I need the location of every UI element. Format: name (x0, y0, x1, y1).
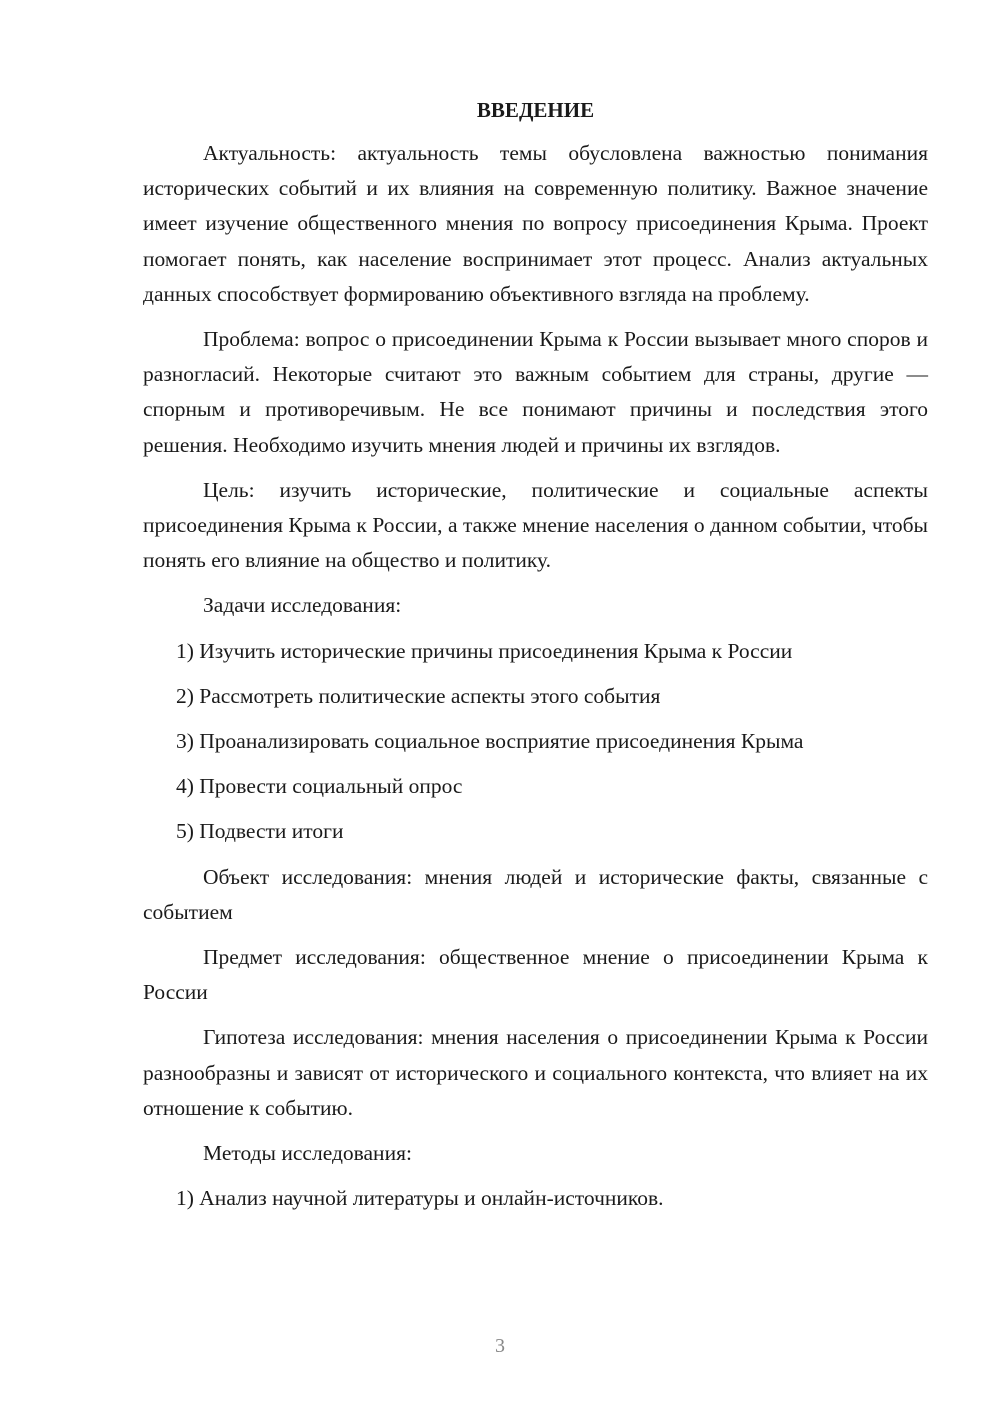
section-title: ВВЕДЕНИЕ (476, 98, 595, 122)
page-content (143, 96, 928, 1226)
task-item-3: 3) Проанализировать социальное восприятие присоединения Крыма (176, 729, 804, 754)
methods-heading: Методы исследования: (203, 1141, 412, 1166)
page-number: 3 (495, 1335, 505, 1357)
methods-list (143, 1181, 928, 1216)
relevance-paragraph: Актуальность: актуальность темы обусловлена важностью понимания исторических событий и их влияния на современную политику. Важное значение имеет изучение общественного мнения по вопросу присоединения Крыма. Проект помогает понять, как население воспринимает этот процесс. Анализ актуальных данных способствует формированию объективного взгляда на проблему. (143, 141, 928, 306)
object-paragraph: Объект исследования: мнения людей и исторические факты, связанные с событием (143, 864, 928, 924)
method-item-1: 1) Анализ научной литературы и онлайн-источников. (176, 1186, 664, 1211)
task-item-2: 2) Рассмотреть политические аспекты этого события (176, 683, 661, 708)
task-item-5: 5) Подвести итоги (176, 819, 344, 844)
tasks-heading: Задачи исследования: (203, 593, 402, 618)
subject-paragraph: Предмет исследования: общественное мнение о присоединении Крыма к России (143, 945, 928, 1005)
task-item-4: 4) Провести социальный опрос (176, 774, 463, 799)
problem-paragraph: Проблема: вопрос о присоединении Крыма к России вызывает много споров и разногласий. Некоторые считают это важным событием для страны, другие — спорным и противоречивым. Не все понимают причины и последствия этого решения. Необходимо изучить мнения людей и причины их взглядов. (143, 327, 928, 457)
hypothesis-paragraph: Гипотеза исследования: мнения населения о присоединении Крыма к России разнообразны и зависят от исторического и социального контекста, что влияет на их отношение к событию. (143, 1025, 928, 1120)
goal-paragraph: Цель: изучить исторические, политические и социальные аспекты присоединения Крыма к России, а также мнение населения о данном событии, чтобы понять его влияние на общество и политику. (143, 477, 928, 573)
task-item-1: 1) Изучить исторические причины присоединения Крыма к России (176, 638, 793, 663)
tasks-list (143, 634, 928, 850)
